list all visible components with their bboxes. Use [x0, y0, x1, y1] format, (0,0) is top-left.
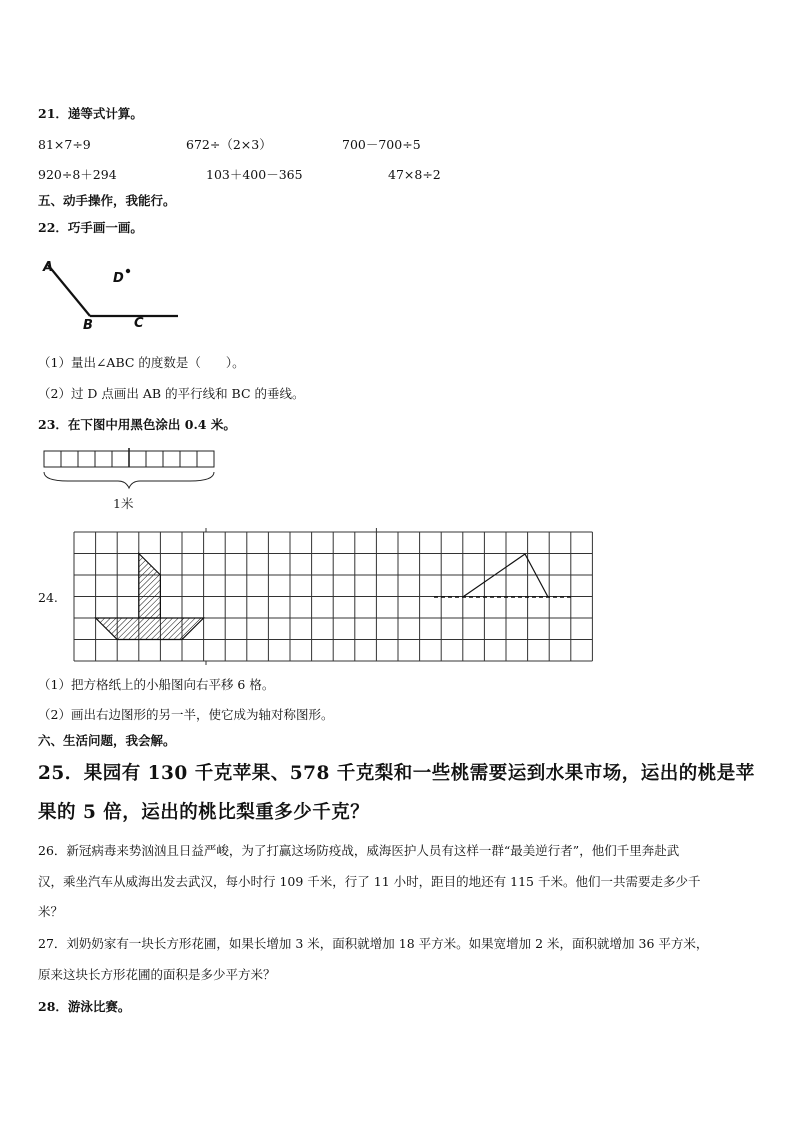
q25-line1: 25．果园有 130 千克苹果、578 千克梨和一些桃需要运到水果市场，运出的桃是苹	[38, 763, 755, 784]
label-a: A	[43, 260, 54, 275]
q21-title: 21．递等式计算。	[38, 106, 143, 121]
q26-line2: 汉，乘坐汽车从威海出发去武汉，每小时行 109 千米，行了 11 小时，距目的地还有 115 千米。他们一共需要走多少千	[38, 874, 701, 889]
q21-expr-5: 103＋400－365	[206, 167, 303, 182]
angle-figure	[38, 255, 188, 335]
q22-part1: （1）量出∠ABC 的度数是（ ）。	[38, 355, 245, 370]
meter-ruler	[38, 448, 238, 518]
q21-expr-2: 672÷（2×3）	[186, 137, 272, 152]
boat-sail	[139, 554, 161, 619]
section5-heading: 五、动手操作，我能行。	[38, 193, 176, 208]
q21-expr-3: 700－700÷5	[342, 137, 421, 152]
q21-expr-4: 920÷8＋294	[38, 167, 117, 182]
q26-line3: 米？	[38, 904, 64, 919]
brace	[44, 472, 214, 488]
q22-part2: （2）过 D 点画出 AB 的平行线和 BC 的垂线。	[38, 386, 305, 401]
label-b: B	[83, 318, 93, 333]
q21-expr-1: 81×7÷9	[38, 137, 91, 152]
q22-title: 22．巧手画一画。	[38, 220, 143, 235]
q27-line2: 原来这块长方形花圃的面积是多少平方米？	[38, 967, 276, 982]
label-c: C	[134, 316, 144, 331]
q21-expr-6: 47×8÷2	[388, 167, 441, 182]
q27-line1: 27．刘奶奶家有一块长方形花圃，如果长增加 3 米，面积就增加 18 平方米。如果宽增加 2 米，面积就增加 36 平方米，	[38, 936, 709, 951]
q24-number: 24.	[38, 590, 58, 605]
boat-hull	[96, 618, 204, 640]
section6-heading: 六、生活问题，我会解。	[38, 733, 176, 748]
q26-line1: 26．新冠病毒来势汹汹且日益严峻，为了打赢这场防疫战，威海医护人员有这样一群“最美逆行者”，他们千里奔赴武	[38, 843, 680, 858]
q24-part1: （1）把方格纸上的小船图向右平移 6 格。	[38, 677, 275, 692]
q25-line2: 果的 5 倍，运出的桃比梨重多少千克？	[38, 802, 370, 823]
q28-title: 28．游泳比赛。	[38, 999, 131, 1014]
ruler-label: 1米	[113, 496, 134, 511]
grid-paper	[70, 528, 600, 678]
q24-part2: （2）画出右边图形的另一半，使它成为轴对称图形。	[38, 707, 334, 722]
label-d: D	[113, 271, 124, 286]
point-d	[126, 269, 130, 273]
q23-title: 23．在下图中用黑色涂出 0.4 米。	[38, 417, 236, 432]
